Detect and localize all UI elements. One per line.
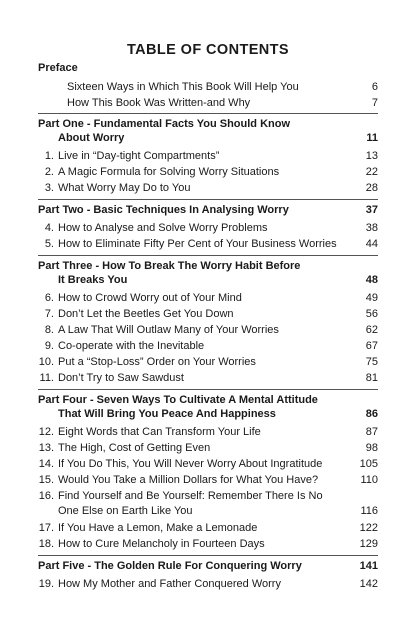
entry-title: Find Yourself and Be Yourself: Remember There Is No: [58, 490, 323, 502]
entry-number: 15.: [38, 474, 54, 486]
entry-number: 3.: [44, 182, 54, 194]
divider: [38, 255, 378, 256]
entry-page: 62: [365, 324, 378, 336]
part-title: Part One - Fundamental Facts You Should Know: [38, 118, 291, 130]
entry-page: 87: [365, 426, 378, 438]
part-page: 37: [365, 204, 378, 216]
entry-page: 142: [359, 578, 378, 590]
preface-label: Preface: [38, 62, 78, 74]
entry-number: 2.: [44, 166, 54, 178]
entry-page: 7: [371, 97, 378, 109]
entry-title: Eight Words that Can Transform Your Life: [58, 426, 261, 438]
entry-page: 44: [365, 238, 378, 250]
entry-title: Sixteen Ways in Which This Book Will Help You: [67, 81, 299, 93]
entry-page: 116: [360, 505, 378, 517]
entry-title: A Law That Will Outlaw Many of Your Worries: [58, 324, 279, 336]
entry-page: 49: [365, 292, 378, 304]
divider: [38, 199, 378, 200]
entry-number: 13.: [38, 442, 54, 454]
part-page: 141: [359, 560, 378, 572]
entry-title: If You Do This, You Will Never Worry About Ingratitude: [58, 458, 323, 470]
entry-page: 81: [365, 372, 378, 384]
entry-page: 105: [359, 458, 378, 470]
entry-number: 7.: [44, 308, 54, 320]
entry-page: 22: [365, 166, 378, 178]
entry-page: 6: [371, 81, 378, 93]
entry-title-cont: One Else on Earth Like You: [58, 505, 193, 517]
entry-title: Put a “Stop-Loss” Order on Your Worries: [58, 356, 256, 368]
entry-number: 14.: [38, 458, 54, 470]
entry-number: 5.: [44, 238, 54, 250]
entry-title: How to Cure Melancholy in Fourteen Days: [58, 538, 265, 550]
part-title-cont: About Worry: [58, 132, 125, 144]
entry-page: 98: [365, 442, 378, 454]
entry-number: 18.: [38, 538, 54, 550]
entry-title: Don’t Let the Beetles Get You Down: [58, 308, 234, 320]
entry-page: 110: [360, 474, 378, 486]
part-page: 48: [365, 274, 378, 286]
part-page: 86: [365, 408, 378, 420]
entry-page: 122: [359, 522, 378, 534]
part-title: Part Five - The Golden Rule For Conquering Worry: [38, 560, 302, 572]
entry-number: 16.: [38, 490, 54, 502]
entry-number: 9.: [44, 340, 54, 352]
part-title: Part Four - Seven Ways To Cultivate A Mental Attitude: [38, 394, 318, 406]
part-title: Part Three - How To Break The Worry Habit Before: [38, 260, 301, 272]
entry-title: A Magic Formula for Solving Worry Situations: [58, 166, 280, 178]
entry-number: 11.: [39, 372, 54, 384]
entry-title: If You Have a Lemon, Make a Lemonade: [58, 522, 258, 534]
page-title: TABLE OF CONTENTS: [127, 42, 289, 58]
divider: [38, 113, 378, 114]
entry-title: How to Eliminate Fifty Per Cent of Your Business Worries: [58, 238, 337, 250]
part-title-cont: It Breaks You: [58, 274, 128, 286]
entry-title: Live in “Day-tight Compartments”: [58, 150, 220, 162]
entry-title: How This Book Was Written-and Why: [67, 97, 251, 109]
entry-page: 28: [365, 182, 378, 194]
entry-number: 10.: [38, 356, 54, 368]
entry-number: 19.: [38, 578, 54, 590]
entry-number: 4.: [44, 222, 54, 234]
entry-page: 38: [365, 222, 378, 234]
entry-page: 56: [365, 308, 378, 320]
entry-title: The High, Cost of Getting Even: [58, 442, 211, 454]
entry-title: How My Mother and Father Conquered Worry: [58, 578, 281, 590]
entry-title: How to Crowd Worry out of Your Mind: [58, 292, 242, 304]
divider: [38, 555, 378, 556]
divider: [38, 389, 378, 390]
part-title: Part Two - Basic Techniques In Analysing Worry: [38, 204, 289, 216]
entry-title: How to Analyse and Solve Worry Problems: [58, 222, 268, 234]
entry-page: 75: [365, 356, 378, 368]
entry-title: Don’t Try to Saw Sawdust: [58, 372, 184, 384]
entry-page: 129: [359, 538, 378, 550]
part-page: 11: [366, 132, 378, 144]
entry-number: 1.: [44, 150, 54, 162]
entry-number: 8.: [44, 324, 54, 336]
entry-number: 6.: [44, 292, 54, 304]
entry-title: Would You Take a Million Dollars for What You Have?: [58, 474, 319, 486]
entry-title: Co-operate with the Inevitable: [58, 340, 205, 352]
part-title-cont: That Will Bring You Peace And Happiness: [58, 408, 276, 420]
entry-page: 13: [365, 150, 378, 162]
entry-page: 67: [365, 340, 378, 352]
entry-number: 17.: [38, 522, 54, 534]
entry-number: 12.: [38, 426, 54, 438]
entry-title: What Worry May Do to You: [58, 182, 191, 194]
